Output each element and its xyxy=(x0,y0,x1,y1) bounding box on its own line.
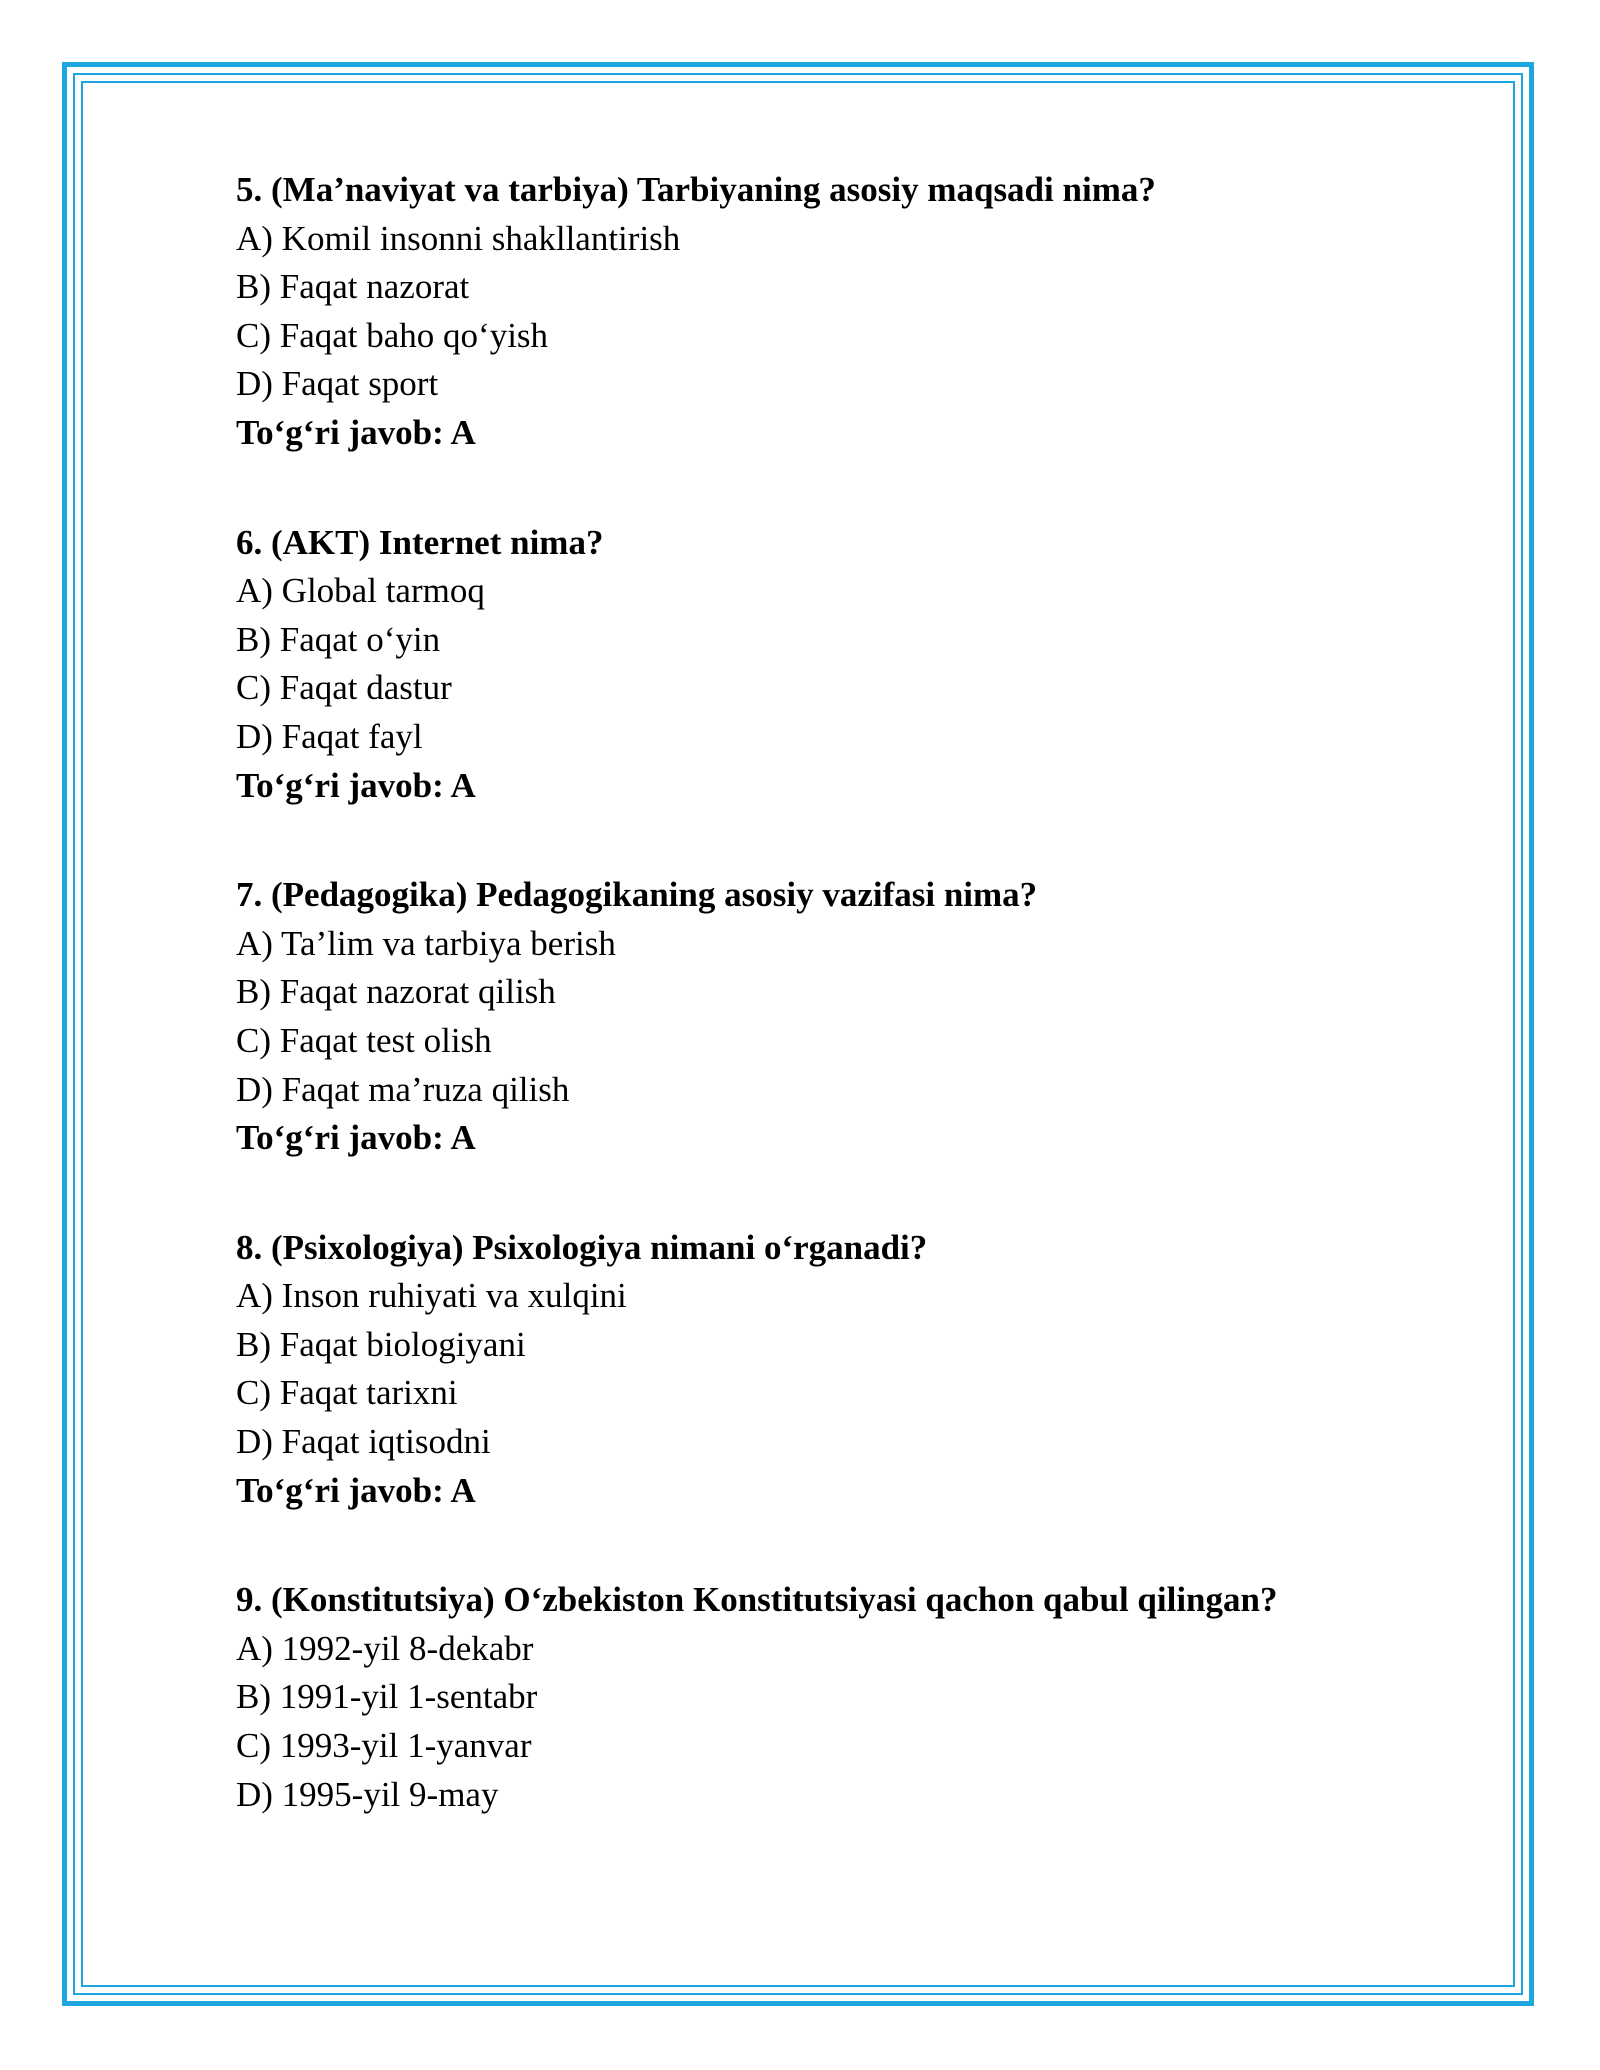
option-d: D) Faqat sport xyxy=(236,364,439,404)
question-9 xyxy=(236,1576,1436,1819)
correct-answer: To‘g‘ri javob: A xyxy=(236,765,476,805)
option-b: B) Faqat nazorat qilish xyxy=(236,972,556,1012)
question-8 xyxy=(236,1224,1436,1516)
option-a: A) 1992-yil 8-dekabr xyxy=(236,1628,534,1668)
correct-answer: To‘g‘ri javob: A xyxy=(236,1118,476,1158)
option-a: A) Komil insonni shakllantirish xyxy=(236,218,681,258)
option-c: C) Faqat test olish xyxy=(236,1020,492,1060)
question-list xyxy=(236,166,1436,1880)
question-6 xyxy=(236,519,1436,811)
correct-answer: To‘g‘ri javob: A xyxy=(236,412,476,452)
question-title: 6. (AKT) Internet nima? xyxy=(236,522,604,562)
option-c: C) Faqat baho qo‘yish xyxy=(236,315,549,355)
question-title: 7. (Pedagogika) Pedagogikaning asosiy vazifasi nima? xyxy=(236,875,1038,915)
option-c: C) Faqat tarixni xyxy=(236,1373,458,1413)
option-c: C) Faqat dastur xyxy=(236,668,452,708)
option-d: D) 1995-yil 9-may xyxy=(236,1774,499,1814)
option-b: B) Faqat nazorat xyxy=(236,267,470,307)
option-a: A) Global tarmoq xyxy=(236,571,485,611)
option-c: C) 1993-yil 1-yanvar xyxy=(236,1726,532,1766)
option-d: D) Faqat iqtisodni xyxy=(236,1422,491,1462)
option-a: A) Inson ruhiyati va xulqini xyxy=(236,1276,627,1316)
option-d: D) Faqat fayl xyxy=(236,716,423,756)
option-b: B) Faqat biologiyani xyxy=(236,1324,526,1364)
correct-answer: To‘g‘ri javob: A xyxy=(236,1470,476,1510)
question-5 xyxy=(236,166,1436,458)
question-7 xyxy=(236,871,1436,1163)
option-a: A) Ta’lim va tarbiya berish xyxy=(236,923,616,963)
question-title: 9. (Konstitutsiya) O‘zbekiston Konstitutsiyasi qachon qabul qilingan? xyxy=(236,1580,1278,1620)
option-b: B) 1991-yil 1-sentabr xyxy=(236,1677,538,1717)
option-b: B) Faqat o‘yin xyxy=(236,619,441,659)
question-title: 8. (Psixologiya) Psixologiya nimani o‘rganadi? xyxy=(236,1227,928,1267)
option-d: D) Faqat ma’ruza qilish xyxy=(236,1069,570,1109)
question-title: 5. (Ma’naviyat va tarbiya) Tarbiyaning asosiy maqsadi nima? xyxy=(236,170,1156,209)
